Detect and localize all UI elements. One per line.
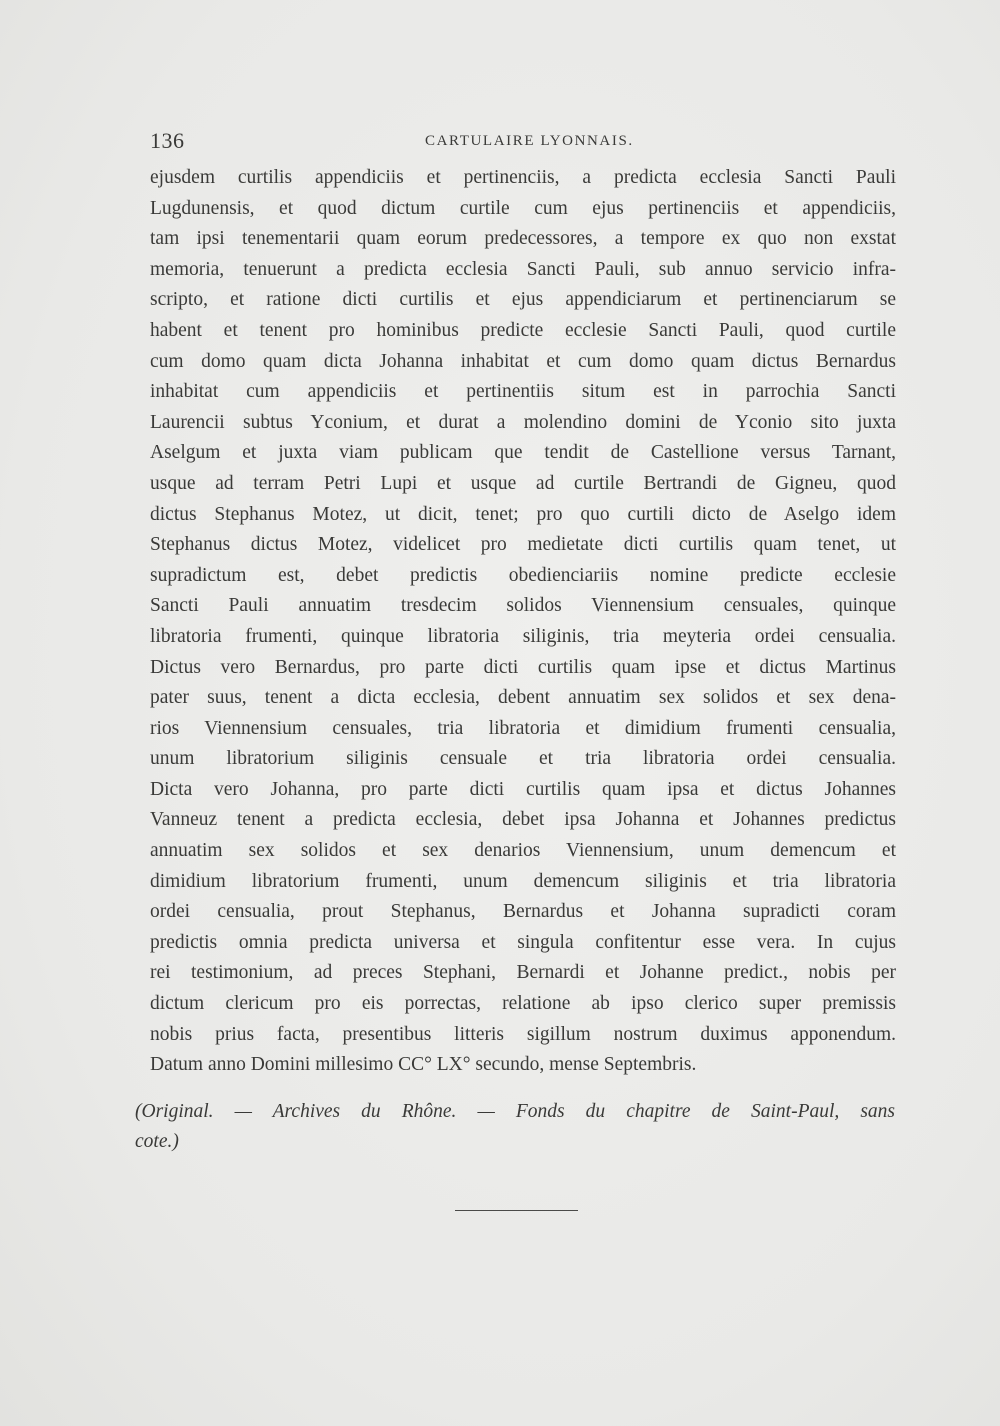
- text-line: habent et tenent pro hominibus predicte ecclesie Sancti Pauli, quod curtile: [150, 319, 896, 341]
- text-line: tam ipsi tenementarii quam eorum predecessores, a tempore ex quo non exstat: [150, 228, 896, 250]
- text-line: unum libratorium siliginis censuale et tria libratoria ordei censualia.: [150, 748, 896, 770]
- text-line: Datum anno Domini millesimo CC° LX° secundo, mense Septembris.: [150, 1054, 697, 1076]
- text-line: pater suus, tenent a dicta ecclesia, debent annuatim sex solidos et sex dena-: [150, 687, 896, 709]
- end-rule: [455, 1210, 578, 1211]
- page-header: [150, 128, 896, 158]
- text-line: Laurencii subtus Yconium, et durat a molendino domini de Yconio sito juxta: [150, 411, 896, 433]
- text-line: Aselgum et juxta viam publicam que tendit de Castellione versus Tarnant,: [150, 442, 896, 464]
- text-line: dictus Stephanus Motez, ut dicit, tenet; pro quo curtili dicto de Aselgo idem: [150, 503, 896, 525]
- text-line: Vanneuz tenent a predicta ecclesia, debet ipsa Johanna et Johannes predictus: [150, 809, 896, 831]
- text-line: predictis omnia predicta universa et singula confitentur esse vera. In cujus: [150, 931, 896, 953]
- text-line: libratoria frumenti, quinque libratoria siliginis, tria meyteria ordei censualia.: [150, 625, 896, 647]
- text-line: inhabitat cum appendiciis et pertinentiis situm est in parrochia Sancti: [150, 381, 896, 403]
- charter-text: [150, 163, 896, 1081]
- text-line: rei testimonium, ad preces Stephani, Bernardi et Johanne predict., nobis per: [150, 962, 896, 984]
- text-line: ordei censualia, prout Stephanus, Bernardus et Johanna supradicti coram: [150, 901, 896, 923]
- text-line: Sancti Pauli annuatim tresdecim solidos Viennensium censuales, quinque: [150, 595, 896, 617]
- text-line: supradictum est, debet predictis obedienciariis nomine predicte ecclesie: [150, 564, 896, 586]
- text-line: memoria, tenuerunt a predicta ecclesia Sancti Pauli, sub annuo servicio infra-: [150, 258, 896, 280]
- source-note-line: cote.): [135, 1131, 179, 1152]
- text-line: Lugdunensis, et quod dictum curtile cum ejus pertinenciis et appendiciis,: [150, 197, 896, 219]
- text-line: ejusdem curtilis appendiciis et pertinenciis, a predicta ecclesia Sancti Pauli: [150, 167, 896, 188]
- text-line: scripto, et ratione dicti curtilis et ejus appendiciarum et pertinenciarum se: [150, 289, 896, 311]
- text-line: dimidium libratorium frumenti, unum demencum siliginis et tria libratoria: [150, 870, 896, 892]
- text-line: annuatim sex solidos et sex denarios Viennensium, unum demencum et: [150, 840, 896, 862]
- text-line: dictum clericum pro eis porrectas, relatione ab ipso clerico super premissis: [150, 993, 896, 1015]
- text-line: Dictus vero Bernardus, pro parte dicti curtilis quam ipse et dictus Martinus: [150, 656, 896, 678]
- source-note: [135, 1097, 895, 1157]
- running-title: CARTULAIRE LYONNAIS.: [425, 133, 634, 149]
- text-line: Stephanus dictus Motez, videlicet pro medietate dicti curtilis quam tenet, ut: [150, 534, 896, 556]
- text-line: rios Viennensium censuales, tria libratoria et dimidium frumenti censualia,: [150, 717, 896, 739]
- text-line: usque ad terram Petri Lupi et usque ad curtile Bertrandi de Gigneu, quod: [150, 472, 896, 494]
- page-number: 136: [150, 128, 185, 153]
- source-note-line: (Original. — Archives du Rhône. — Fonds du chapitre de Saint-Paul, sans: [135, 1101, 895, 1122]
- text-line: Dicta vero Johanna, pro parte dicti curtilis quam ipsa et dictus Johannes: [150, 778, 896, 800]
- text-line: cum domo quam dicta Johanna inhabitat et cum domo quam dictus Bernardus: [150, 350, 896, 372]
- text-line: nobis prius facta, presentibus litteris sigillum nostrum duximus apponendum.: [150, 1023, 896, 1045]
